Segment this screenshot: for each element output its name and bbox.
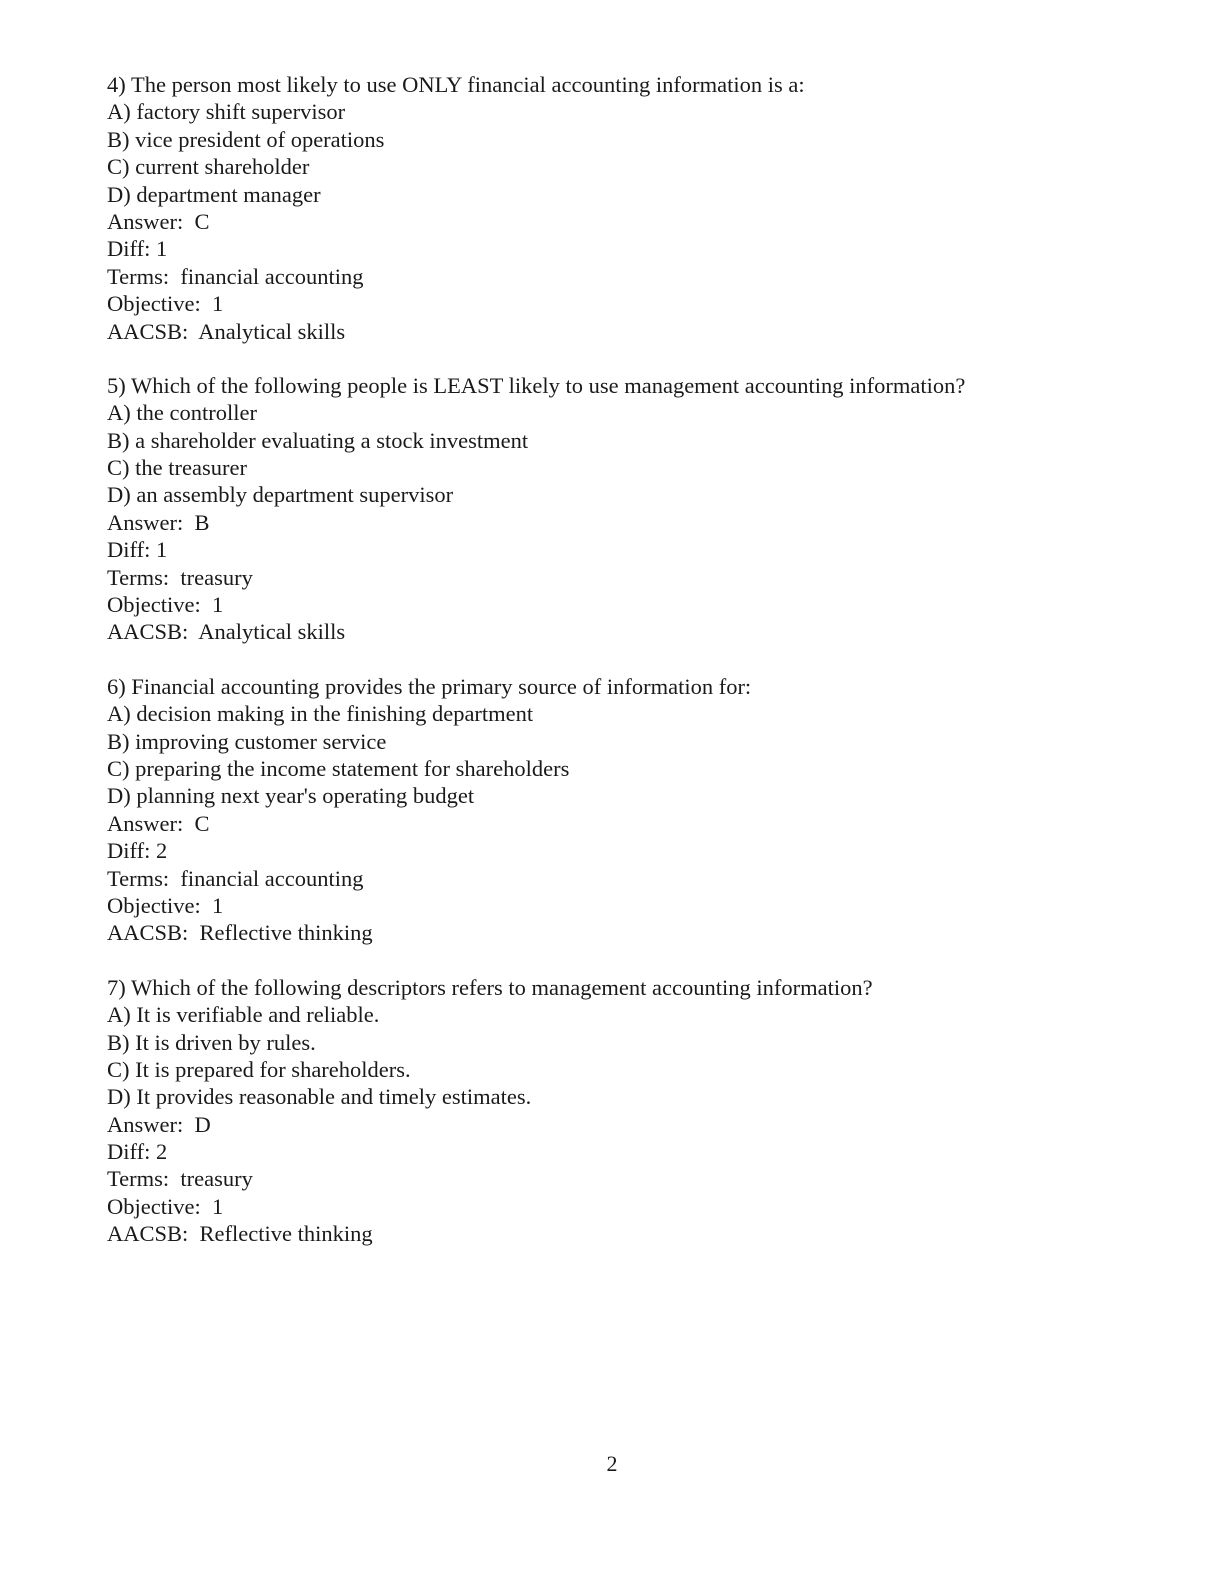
difficulty: Diff: 1 — [107, 537, 168, 563]
difficulty: Diff: 2 — [107, 1139, 168, 1165]
terms: Terms: treasury — [107, 1166, 253, 1192]
question-stem: 4) The person most likely to use ONLY financial accounting information is a: — [107, 72, 805, 97]
aacsb: AACSB: Reflective thinking — [107, 920, 373, 946]
option-d: D) planning next year's operating budget — [107, 783, 475, 809]
difficulty: Diff: 1 — [107, 236, 168, 262]
question-7 — [107, 974, 1117, 1248]
aacsb: AACSB: Reflective thinking — [107, 1221, 373, 1247]
objective: Objective: 1 — [107, 1193, 224, 1219]
option-c: C) preparing the income statement for shareholders — [107, 755, 570, 781]
option-b: B) improving customer service — [107, 728, 387, 754]
terms: Terms: financial accounting — [107, 865, 364, 891]
difficulty: Diff: 2 — [107, 838, 168, 864]
question-stem: 7) Which of the following descriptors refers to management accounting information? — [107, 974, 873, 1000]
option-b: B) vice president of operations — [107, 126, 385, 152]
terms: Terms: financial accounting — [107, 263, 364, 289]
question-5 — [107, 372, 1117, 646]
option-a: A) the controller — [107, 400, 257, 426]
option-d: D) an assembly department supervisor — [107, 482, 454, 508]
option-a: A) It is verifiable and reliable. — [107, 1002, 380, 1028]
question-stem: 6) Financial accounting provides the primary source of information for: — [107, 673, 752, 699]
answer: Answer: D — [107, 1111, 211, 1137]
option-b: B) It is driven by rules. — [107, 1029, 316, 1055]
option-b: B) a shareholder evaluating a stock investment — [107, 427, 529, 453]
answer: Answer: B — [107, 509, 210, 535]
answer: Answer: C — [107, 208, 210, 234]
option-d: D) department manager — [107, 181, 321, 207]
option-c: C) It is prepared for shareholders. — [107, 1056, 411, 1082]
question-6 — [107, 673, 1117, 947]
objective: Objective: 1 — [107, 892, 224, 918]
terms: Terms: treasury — [107, 564, 253, 590]
option-c: C) current shareholder — [107, 154, 310, 180]
option-c: C) the treasurer — [107, 455, 247, 481]
option-a: A) decision making in the finishing department — [107, 701, 534, 727]
objective: Objective: 1 — [107, 592, 224, 618]
option-d: D) It provides reasonable and timely estimates. — [107, 1084, 532, 1110]
option-a: A) factory shift supervisor — [107, 99, 346, 125]
question-4 — [107, 71, 1117, 345]
objective: Objective: 1 — [107, 291, 224, 317]
page-number: 2 — [606, 1451, 618, 1476]
aacsb: AACSB: Analytical skills — [107, 619, 346, 645]
aacsb: AACSB: Analytical skills — [107, 318, 346, 344]
document-page — [107, 71, 1117, 1275]
question-stem: 5) Which of the following people is LEAST likely to use management accounting information? — [107, 372, 966, 398]
answer: Answer: C — [107, 810, 210, 836]
